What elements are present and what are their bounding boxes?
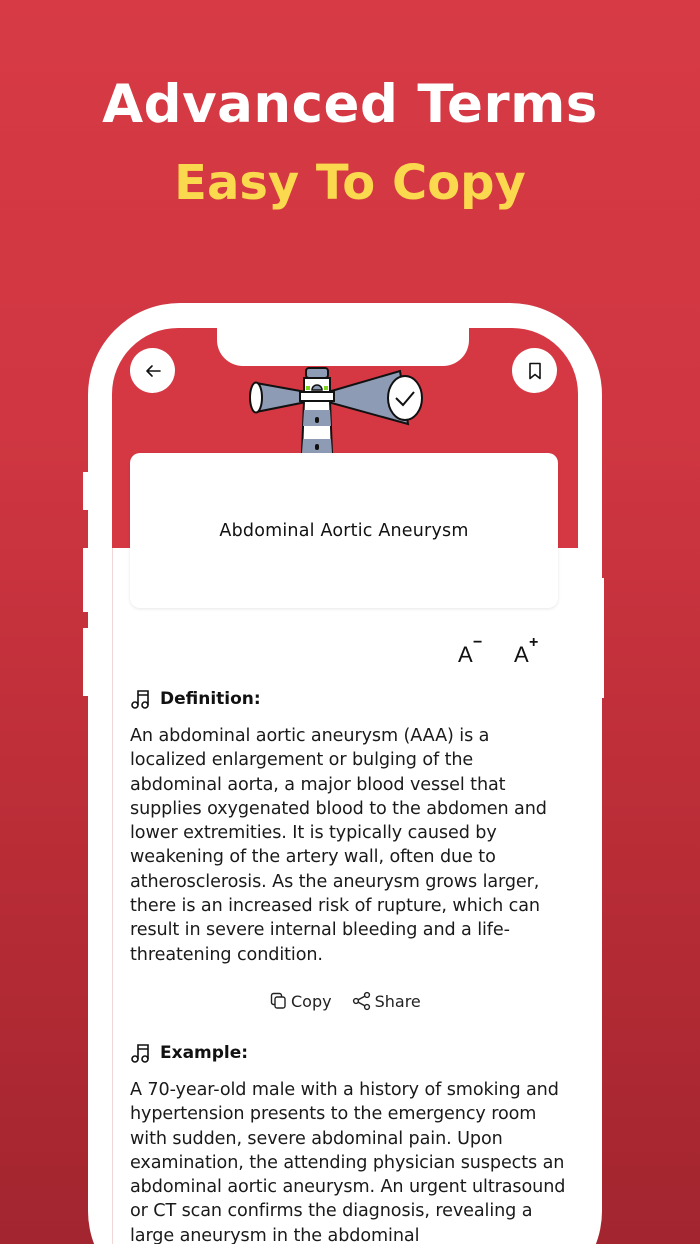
app-screen	[112, 328, 578, 1244]
bookmark-icon	[527, 362, 543, 380]
increase-font-button[interactable]: A +	[514, 634, 539, 667]
definition-text: An abdominal aortic aneurysm (AAA) is a localized enlargement or bulging of the abdominal aorta, a major blood vessel that supplies oxygenated blood to the abdomen and lower extremities. It is typically caused by weakening of the artery wall, often due to atherosclerosis. As the aneurysm grows larger, there is an increased risk of rupture, which can result in severe internal bleeding and a life-threatening condition.	[130, 726, 547, 965]
promo-subtitle: Easy To Copy	[174, 155, 526, 211]
music-notes-icon	[130, 688, 152, 710]
example-text: A 70-year-old male with a history of smoking and hypertension presents to the emergency room with sudden, severe abdominal pain. Upon examination, the attending physician suspects an abdominal aortic aneurysm. An urgent ultrasound or CT scan confirms the diagnosis, revealing a large aneurysm in the abdominal	[130, 1080, 566, 1244]
bookmark-button[interactable]	[512, 348, 557, 393]
promo-title: Advanced Terms	[102, 74, 598, 135]
example-heading: Example:	[130, 1042, 248, 1064]
share-icon	[352, 991, 372, 1011]
back-button[interactable]	[130, 348, 175, 393]
definition-heading: Definition:	[130, 688, 261, 710]
share-button[interactable]: Share	[352, 991, 421, 1011]
copy-icon	[270, 992, 288, 1010]
phone-notch	[217, 328, 469, 366]
font-size-controls	[458, 634, 540, 668]
copy-button[interactable]: Copy	[270, 992, 332, 1011]
lighthouse-illustration	[248, 358, 438, 453]
music-notes-icon	[130, 1042, 152, 1064]
arrow-left-icon	[144, 362, 162, 380]
screen-edge	[112, 548, 113, 1244]
term-title: Abdominal Aortic Aneurysm	[219, 520, 469, 541]
decrease-font-button[interactable]: A −	[458, 634, 483, 667]
term-card	[130, 453, 558, 608]
action-row	[270, 991, 421, 1011]
